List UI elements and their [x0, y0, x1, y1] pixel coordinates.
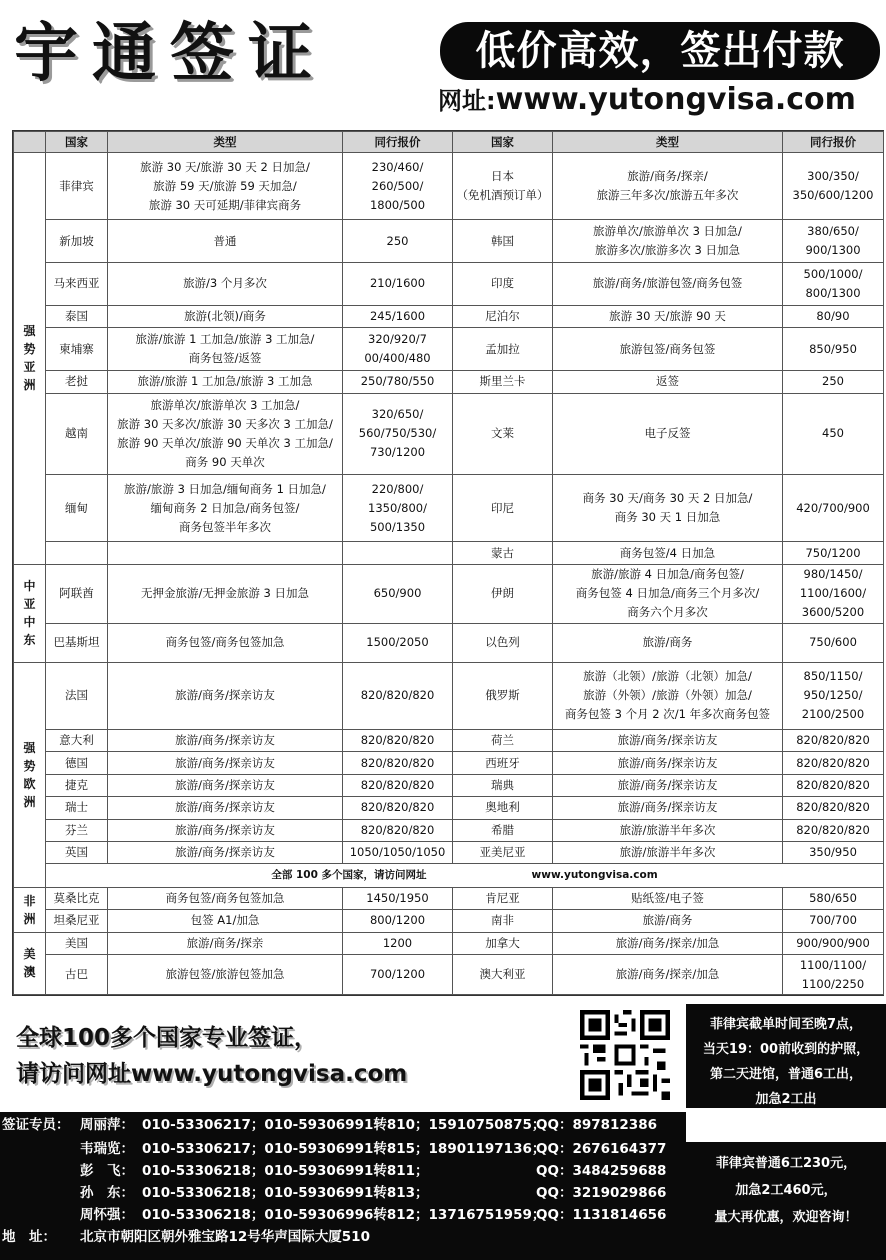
promo-line: 全球100多个国家专业签证，	[16, 1025, 318, 1051]
region-label: 非 洲	[14, 887, 46, 932]
header-cell: 同行报价	[783, 132, 884, 153]
visa-price: 900/900/900	[783, 932, 884, 954]
contact-row	[0, 1204, 686, 1226]
table-row	[14, 910, 884, 932]
visa-types: 旅游/3 个月多次	[108, 263, 343, 306]
contact-name: 孙 东：	[80, 1185, 134, 1201]
table-row	[14, 305, 884, 327]
visa-types: 旅游/旅游半年多次	[553, 842, 783, 864]
country-name: 蒙古	[453, 542, 553, 564]
visa-price: 820/820/820	[343, 729, 453, 751]
contact-qq: QQ：897812386	[536, 1117, 657, 1133]
visa-types: 旅游/商务/探亲访友	[108, 842, 343, 864]
visa-price: 420/700/900	[783, 475, 884, 542]
visa-price: 820/820/820	[343, 662, 453, 729]
visa-price: 1100/1100/ 1100/2250	[783, 955, 884, 995]
visa-price: 750/600	[783, 623, 884, 662]
address-label: 地 址：	[2, 1229, 56, 1245]
visa-types: 旅游/商务	[553, 910, 783, 932]
contact-name: 韦瑞览：	[80, 1141, 134, 1157]
country-name: 斯里兰卡	[453, 371, 553, 393]
table-row	[14, 752, 884, 774]
visa-types: 商务 30 天/商务 30 天 2 日加急/ 商务 30 天 1 日加急	[553, 475, 783, 542]
visa-types: 旅游/商务/探亲/加急	[553, 932, 783, 954]
visa-price-table	[12, 130, 884, 996]
table-row	[14, 220, 884, 263]
philippines-cutoff-notice	[686, 1004, 886, 1108]
country-name: 英国	[46, 842, 108, 864]
country-name: 西班牙	[453, 752, 553, 774]
visa-price: 750/1200	[783, 542, 884, 564]
visa-types: 旅游/商务/探亲访友	[553, 774, 783, 796]
website-url[interactable]: www.yutongvisa.com	[495, 82, 856, 117]
visa-price: 250	[343, 220, 453, 263]
contact-name: 周丽萍：	[80, 1117, 134, 1133]
header-cell: 类型	[108, 132, 343, 153]
country-name: 德国	[46, 752, 108, 774]
visa-types: 旅游/商务/探亲访友	[108, 752, 343, 774]
visa-price: 800/1200	[343, 910, 453, 932]
visa-types: 旅游/旅游 4 日加急/商务包签/ 商务包签 4 日加急/商务三个月多次/ 商务六个月多次	[553, 564, 783, 623]
notice-line: 菲律宾截单时间至晚7点，	[709, 1017, 863, 1032]
contact-phones: 010-53306218；010-59306991转811；	[142, 1163, 429, 1179]
country-name: 阿联酋	[46, 564, 108, 623]
country-name: 法国	[46, 662, 108, 729]
contact-phones: 010-53306218；010-59306996转812；13716751959；	[142, 1207, 546, 1223]
country-name: 坦桑尼亚	[46, 910, 108, 932]
visa-price: 820/820/820	[343, 752, 453, 774]
visa-types: 旅游/商务/探亲访友	[108, 729, 343, 751]
visa-types: 旅游/商务	[553, 623, 783, 662]
header-cell: 国家	[46, 132, 108, 153]
notice-line: 量大再优惠，欢迎咨询！	[714, 1210, 858, 1225]
table-row	[14, 887, 884, 909]
visa-price: 320/650/ 560/750/530/ 730/1200	[343, 393, 453, 475]
address-text: 北京市朝阳区朝外雅宝路12号华声国际大厦510	[80, 1229, 370, 1245]
visa-price: 320/920/7 00/400/480	[343, 328, 453, 371]
visa-price: 80/90	[783, 305, 884, 327]
visa-price: 220/800/ 1350/800/ 500/1350	[343, 475, 453, 542]
region-label: 强 势 欧 洲	[14, 662, 46, 887]
visa-types	[108, 542, 343, 564]
visa-price: 850/950	[783, 328, 884, 371]
slogan-banner: 低价高效，签出付款	[440, 22, 880, 80]
visa-types: 旅游（北领）/旅游（北领）加急/ 旅游（外领）/旅游（外领）加急/ 商务包签 3 个月 2 次/1 年多次商务包签	[553, 662, 783, 729]
visa-types: 旅游/商务/探亲	[108, 932, 343, 954]
country-name: 莫桑比克	[46, 887, 108, 909]
visa-types: 旅游(北领)/商务	[108, 305, 343, 327]
visa-price: 820/820/820	[343, 819, 453, 841]
country-name: 瑞士	[46, 797, 108, 819]
table-row	[14, 662, 884, 729]
country-name: 马来西亚	[46, 263, 108, 306]
table-row	[14, 774, 884, 796]
visa-types: 旅游 30 天/旅游 90 天	[553, 305, 783, 327]
promo-text	[16, 1020, 407, 1092]
country-name: 以色列	[453, 623, 553, 662]
visa-types: 旅游 30 天/旅游 30 天 2 日加急/ 旅游 59 天/旅游 59 天加急/ 旅游 30 天可延期/菲律宾商务	[108, 153, 343, 220]
header-cell: 类型	[553, 132, 783, 153]
contact-phones: 010-53306218；010-59306991转813；	[142, 1185, 429, 1201]
country-name: 文莱	[453, 393, 553, 475]
visa-types: 旅游/旅游半年多次	[553, 819, 783, 841]
country-name: 泰国	[46, 305, 108, 327]
country-name: 尼泊尔	[453, 305, 553, 327]
table-row	[14, 393, 884, 475]
visa-types: 无押金旅游/无押金旅游 3 日加急	[108, 564, 343, 623]
contact-qq: QQ：1131814656	[536, 1207, 667, 1223]
visa-price: 245/1600	[343, 305, 453, 327]
country-name: 芬兰	[46, 819, 108, 841]
website-line	[438, 80, 856, 121]
country-name: 澳大利亚	[453, 955, 553, 995]
visa-types: 返签	[553, 371, 783, 393]
country-name	[46, 542, 108, 564]
brand-title: 宇通签证	[14, 17, 326, 91]
visa-price	[343, 542, 453, 564]
country-name: 南非	[453, 910, 553, 932]
country-name: 希腊	[453, 819, 553, 841]
visa-price: 820/820/820	[783, 752, 884, 774]
visa-types: 电子反签	[553, 393, 783, 475]
visa-price: 500/1000/ 800/1300	[783, 263, 884, 306]
table-row	[14, 475, 884, 542]
visa-price: 230/460/ 260/500/ 1800/500	[343, 153, 453, 220]
visa-price: 850/1150/ 950/1250/ 2100/2500	[783, 662, 884, 729]
table-row	[14, 819, 884, 841]
table-row	[14, 371, 884, 393]
visa-types: 商务包签/4 日加急	[553, 542, 783, 564]
contact-phones: 010-53306217；010-59306991转810；15910750875；	[142, 1117, 546, 1133]
table-row	[14, 797, 884, 819]
table-row	[14, 729, 884, 751]
visa-price: 350/950	[783, 842, 884, 864]
visa-types: 旅游单次/旅游单次 3 日加急/ 旅游多次/旅游多次 3 日加急	[553, 220, 783, 263]
table-row	[14, 932, 884, 954]
contacts-title: 签证专员：	[2, 1117, 70, 1133]
visa-types: 商务包签/商务包签加急	[108, 887, 343, 909]
philippines-price-notice	[686, 1142, 886, 1260]
visa-price: 1450/1950	[343, 887, 453, 909]
notice-line: 加急2工出	[755, 1092, 817, 1107]
qr-code[interactable]	[580, 1010, 670, 1100]
table-row	[14, 153, 884, 220]
visa-price: 450	[783, 393, 884, 475]
visa-price: 820/820/820	[783, 797, 884, 819]
country-name: 瑞典	[453, 774, 553, 796]
contact-phones: 010-53306217；010-59306991转815；18901197136；	[142, 1141, 546, 1157]
visa-price: 820/820/820	[783, 819, 884, 841]
visa-types: 旅游/旅游 1 工加急/旅游 3 工加急	[108, 371, 343, 393]
country-name: 越南	[46, 393, 108, 475]
visa-types: 旅游/旅游 1 工加急/旅游 3 工加急/ 商务包签/返签	[108, 328, 343, 371]
visa-price: 980/1450/ 1100/1600/ 3600/5200	[783, 564, 884, 623]
country-name: 古巴	[46, 955, 108, 995]
country-name: 伊朗	[453, 564, 553, 623]
country-name: 意大利	[46, 729, 108, 751]
header-blank	[14, 132, 46, 153]
visa-types: 旅游/商务/探亲访友	[553, 797, 783, 819]
note-row	[14, 864, 884, 887]
visa-price: 1200	[343, 932, 453, 954]
visa-price: 1500/2050	[343, 623, 453, 662]
visa-types: 包签 A1/加急	[108, 910, 343, 932]
country-name: 奥地利	[453, 797, 553, 819]
note-text: 全部 100 多个国家，请访问网址 www.yutongvisa.com	[46, 864, 884, 887]
contact-qq: QQ：3484259688	[536, 1163, 667, 1179]
country-name: 加拿大	[453, 932, 553, 954]
country-name: 肯尼亚	[453, 887, 553, 909]
country-name: 印度	[453, 263, 553, 306]
notice-line: 第二天进馆，普通6工出，	[709, 1067, 863, 1082]
country-name: 巴基斯坦	[46, 623, 108, 662]
country-name: 印尼	[453, 475, 553, 542]
visa-price: 650/900	[343, 564, 453, 623]
table-row	[14, 564, 884, 623]
visa-price: 700/1200	[343, 955, 453, 995]
notice-line: 菲律宾普通6工230元，	[715, 1156, 857, 1171]
country-name: 俄罗斯	[453, 662, 553, 729]
country-name: 孟加拉	[453, 328, 553, 371]
country-name: 老挝	[46, 371, 108, 393]
visa-price: 250/780/550	[343, 371, 453, 393]
visa-types: 旅游/商务/探亲访友	[553, 752, 783, 774]
country-name: 荷兰	[453, 729, 553, 751]
country-name: 柬埔寨	[46, 328, 108, 371]
visa-price: 250	[783, 371, 884, 393]
country-name: 日本 （免机酒预订单）	[453, 153, 553, 220]
visa-types: 旅游包签/商务包签	[553, 328, 783, 371]
visa-types: 旅游/商务/探亲访友	[108, 774, 343, 796]
country-name: 捷克	[46, 774, 108, 796]
contact-row	[0, 1160, 686, 1182]
visa-price: 820/820/820	[783, 774, 884, 796]
visa-price: 380/650/ 900/1300	[783, 220, 884, 263]
contact-row	[0, 1138, 686, 1160]
region-label: 美 澳	[14, 932, 46, 994]
visa-price: 820/820/820	[783, 729, 884, 751]
country-name: 韩国	[453, 220, 553, 263]
region-label: 中 亚 中 东	[14, 564, 46, 662]
table-row	[14, 328, 884, 371]
visa-types: 商务包签/商务包签加急	[108, 623, 343, 662]
table-row	[14, 263, 884, 306]
table-row	[14, 842, 884, 864]
region-label: 强 势 亚 洲	[14, 153, 46, 565]
visa-types: 旅游/旅游 3 日加急/缅甸商务 1 日加急/ 缅甸商务 2 日加急/商务包签/ 商务包签半年多次	[108, 475, 343, 542]
visa-types: 贴纸签/电子签	[553, 887, 783, 909]
visa-types: 旅游/商务/探亲访友	[108, 662, 343, 729]
visa-price: 820/820/820	[343, 797, 453, 819]
table-header	[14, 132, 884, 153]
visa-price: 1050/1050/1050	[343, 842, 453, 864]
website-label: 网址:	[438, 87, 496, 115]
visa-types: 旅游/商务/探亲访友	[108, 797, 343, 819]
visa-types: 旅游/商务/探亲/加急	[553, 955, 783, 995]
country-name: 缅甸	[46, 475, 108, 542]
contact-qq: QQ：2676164377	[536, 1141, 667, 1157]
visa-price: 820/820/820	[343, 774, 453, 796]
contact-name: 彭 飞：	[80, 1163, 134, 1179]
header-cell: 国家	[453, 132, 553, 153]
country-name: 亚美尼亚	[453, 842, 553, 864]
country-name: 菲律宾	[46, 153, 108, 220]
header-cell: 同行报价	[343, 132, 453, 153]
visa-price: 210/1600	[343, 263, 453, 306]
contact-qq: QQ：3219029866	[536, 1185, 667, 1201]
contact-row	[0, 1114, 686, 1136]
promo-line: 请访问网址www.yutongvisa.com	[16, 1061, 408, 1087]
visa-types: 旅游单次/旅游单次 3 工加急/ 旅游 30 天多次/旅游 30 天多次 3 工加急/ 旅游 90 天单次/旅游 90 天单次 3 工加急/ 商务 90 天单次	[108, 393, 343, 475]
contacts-panel	[0, 1112, 686, 1260]
visa-types: 旅游/商务/探亲访友	[108, 819, 343, 841]
table-row	[14, 955, 884, 995]
visa-price: 580/650	[783, 887, 884, 909]
address-row	[0, 1226, 686, 1248]
visa-types: 普通	[108, 220, 343, 263]
visa-types: 旅游/商务/探亲访友	[553, 729, 783, 751]
notice-line: 加急2工460元，	[735, 1183, 837, 1198]
contact-name: 周怀强：	[80, 1207, 134, 1223]
notice-line: 当天19：00前收到的护照，	[702, 1042, 870, 1057]
table-row	[14, 542, 884, 564]
visa-types: 旅游包签/旅游包签加急	[108, 955, 343, 995]
country-name: 新加坡	[46, 220, 108, 263]
visa-price: 300/350/ 350/600/1200	[783, 153, 884, 220]
visa-price: 700/700	[783, 910, 884, 932]
table-row	[14, 623, 884, 662]
country-name: 美国	[46, 932, 108, 954]
visa-types: 旅游/商务/旅游包签/商务包签	[553, 263, 783, 306]
visa-types: 旅游/商务/探亲/ 旅游三年多次/旅游五年多次	[553, 153, 783, 220]
contact-row	[0, 1182, 686, 1204]
